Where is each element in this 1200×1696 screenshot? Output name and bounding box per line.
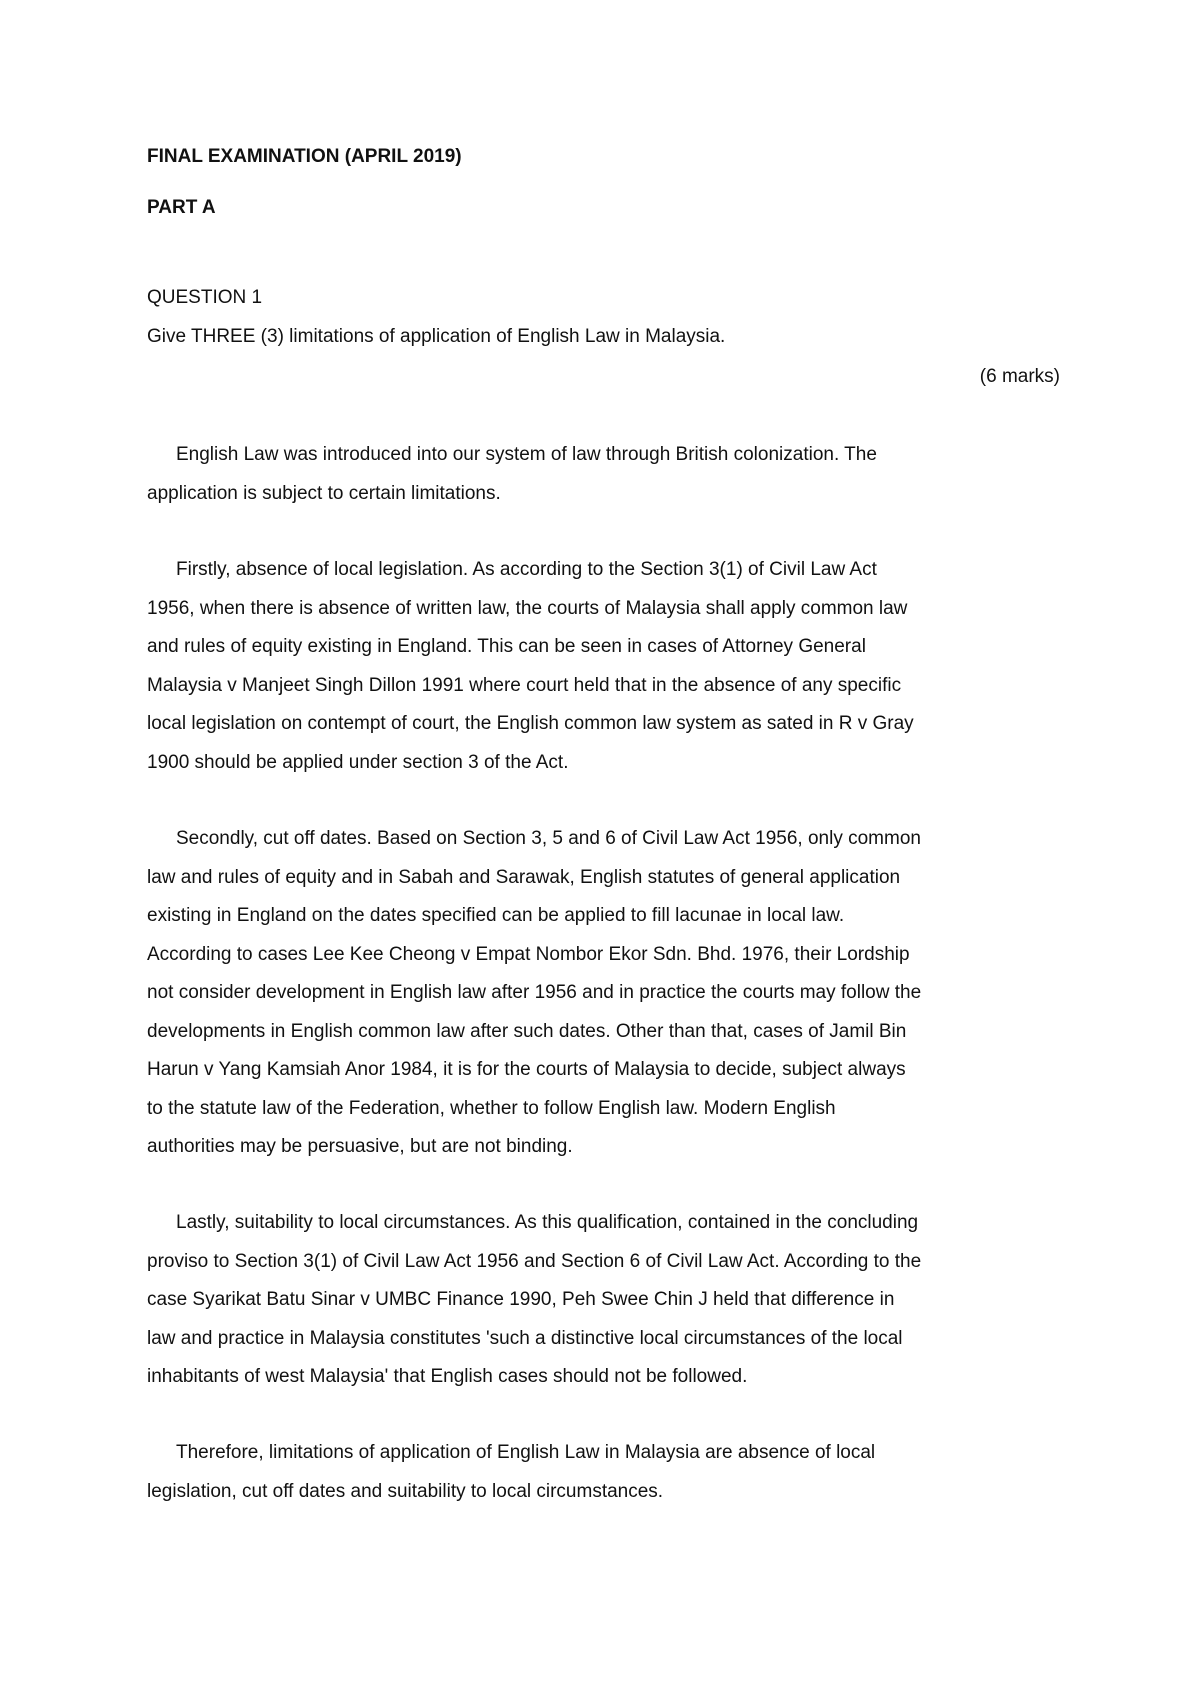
paragraph-line: case Syarikat Batu Sinar v UMBC Finance 1990, Peh Swee Chin J held that difference in (147, 1289, 895, 1310)
paragraph-conclusion (147, 1434, 1062, 1511)
paragraph-line: local legislation on contempt of court, the English common law system as sated in R v Gray (147, 713, 914, 734)
paragraph-line: existing in England on the dates specified can be applied to fill lacunae in local law. (147, 905, 845, 926)
paragraph-line: proviso to Section 3(1) of Civil Law Act 1956 and Section 6 of Civil Law Act. According to the (147, 1250, 922, 1272)
paragraph-line: According to cases Lee Kee Cheong v Empat Nombor Ekor Sdn. Bhd. 1976, their Lordship (147, 943, 910, 965)
paragraph-line: application is subject to certain limitations. (147, 482, 501, 504)
paragraph-line: law and practice in Malaysia constitutes 'such a distinctive local circumstances of the local (147, 1327, 903, 1349)
paragraph-secondly (147, 820, 1062, 1167)
paragraph-line: inhabitants of west Malaysia' that English cases should not be followed. (147, 1366, 748, 1387)
paragraph-line: not consider development in English law after 1956 and in practice the courts may follow the (147, 982, 922, 1003)
paragraph-line: English Law was introduced into our system of law through British colonization. The (176, 444, 877, 465)
paragraph-line: and rules of equity existing in England. This can be seen in cases of Attorney General (147, 636, 866, 657)
paragraph-line: legislation, cut off dates and suitability to local circumstances. (147, 1480, 664, 1502)
paragraph-line: 1900 should be applied under section 3 of the Act. (147, 751, 569, 773)
exam-title: FINAL EXAMINATION (APRIL 2019) (147, 146, 462, 167)
paragraph-line: Harun v Yang Kamsiah Anor 1984, it is for the courts of Malaysia to decide, subject always (147, 1059, 906, 1080)
paragraph-line: 1956, when there is absence of written law, the courts of Malaysia shall apply common law (147, 597, 908, 619)
marks-label: (6 marks) (979, 366, 1060, 387)
paragraph-line: to the statute law of the Federation, whether to follow English law. Modern English (147, 1097, 836, 1119)
paragraph-line: Firstly, absence of local legislation. As according to the Section 3(1) of Civil Law Act (176, 559, 877, 580)
paragraph-line: Malaysia v Manjeet Singh Dillon 1991 where court held that in the absence of any specific (147, 674, 902, 696)
part-heading: PART A (147, 197, 216, 218)
paragraph-intro (147, 436, 1062, 513)
question-label: QUESTION 1 (147, 287, 263, 308)
paragraph-line: Therefore, limitations of application of English Law in Malaysia are absence of local (176, 1442, 876, 1463)
paragraph-lastly (147, 1204, 1062, 1397)
paragraph-line: law and rules of equity and in Sabah and Sarawak, English statutes of general application (147, 866, 901, 888)
paragraph-line: developments in English common law after such dates. Other than that, cases of Jamil Bin (147, 1020, 907, 1042)
paragraph-line: authorities may be persuasive, but are not binding. (147, 1136, 573, 1157)
paragraph-line: Lastly, suitability to local circumstances. As this qualification, contained in the concluding (176, 1212, 919, 1233)
paragraph-firstly (147, 551, 1062, 782)
question-text: Give THREE (3) limitations of application of English Law in Malaysia. (147, 326, 726, 347)
paragraph-line: Secondly, cut off dates. Based on Section 3, 5 and 6 of Civil Law Act 1956, only common (176, 828, 921, 849)
